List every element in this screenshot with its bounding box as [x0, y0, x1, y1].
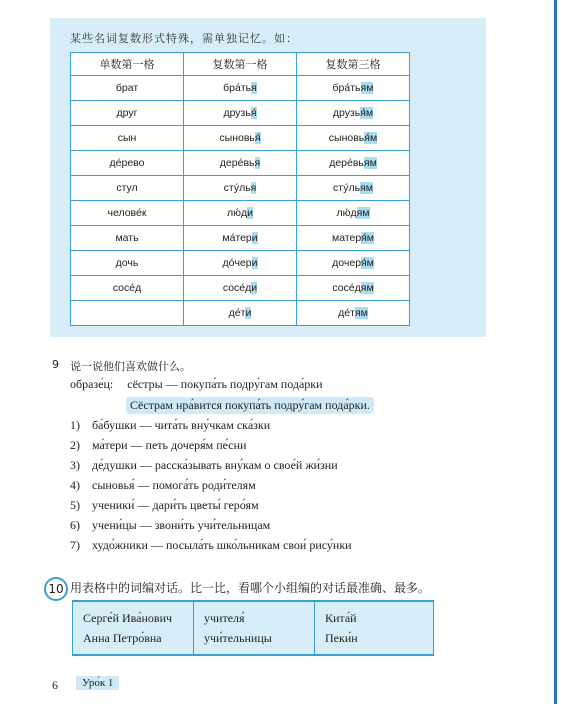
- word-stem: сту́ль: [223, 182, 251, 194]
- word-stem: друзь: [223, 107, 251, 119]
- word-ending: и: [247, 207, 253, 219]
- exercise-10-badge: 10: [44, 577, 68, 601]
- word-stem: сту́ль: [333, 182, 361, 194]
- word-ending: я́: [254, 132, 261, 144]
- word-stem: де́т: [338, 307, 355, 319]
- plural-cell: [184, 151, 297, 176]
- word-stem: матер: [332, 232, 362, 244]
- dative-plural-cell: [297, 151, 410, 176]
- header-nom-sg: 单数第一格: [71, 53, 184, 76]
- exercise-item: [70, 438, 246, 453]
- lesson-label: Уро́к 1: [76, 676, 119, 690]
- plural-cell: [184, 176, 297, 201]
- singular-cell: де́рево: [71, 151, 184, 176]
- noun-plural-table: [70, 52, 410, 326]
- word-ending: и: [251, 232, 258, 244]
- item-text: де́душки — расска́зывать вну́кам о свое́й жи́зни: [92, 458, 338, 472]
- exercise-9-number: 9: [52, 358, 59, 371]
- dative-plural-cell: [297, 101, 410, 126]
- word-stem: сыновь: [328, 132, 365, 144]
- noun-row: [71, 226, 410, 251]
- word-ending: я́м: [361, 232, 374, 244]
- word-stem: дере́вь: [219, 157, 255, 169]
- dative-plural-cell: [297, 201, 410, 226]
- exercise-10-title: 用表格中的词编对话。比一比，看哪个小组编的对话最准确、最多。: [70, 581, 431, 595]
- singular-cell: брат: [71, 76, 184, 101]
- item-number: 5): [70, 498, 80, 512]
- dative-plural-cell: [297, 276, 410, 301]
- places-column: [315, 601, 434, 655]
- item-number: 6): [70, 518, 80, 532]
- place-1: Кита́й: [325, 611, 357, 625]
- example-label: образе́ц:: [70, 377, 114, 391]
- page-edge-rule: [554, 0, 557, 704]
- table-note: 某些名词复数形式特殊，需单独记忆。如：: [70, 32, 298, 45]
- word-ending: я: [251, 82, 257, 94]
- header-dat-pl: 复数第三格: [297, 53, 410, 76]
- noun-row: [71, 151, 410, 176]
- item-text: ба́бушки — чита́ть вну́чкам ска́зки: [92, 418, 271, 432]
- place-2: Пеки́н: [325, 631, 358, 645]
- word-ending: я: [250, 182, 257, 194]
- noun-row: [71, 101, 410, 126]
- word-ending: и: [251, 282, 258, 294]
- word-ending: ям: [356, 207, 370, 219]
- exercise-item: [70, 538, 352, 553]
- word-ending: ям: [360, 282, 374, 294]
- word-ending: я́: [250, 107, 257, 119]
- noun-row: [71, 201, 410, 226]
- example-line: [70, 377, 323, 392]
- word-ending: ям: [360, 82, 374, 94]
- exercise-item: [70, 518, 270, 533]
- singular-cell: мать: [71, 226, 184, 251]
- word-stem: до́чер: [222, 257, 252, 269]
- example-text: сёстры — покупа́ть подру́гам пода́рки: [127, 377, 323, 391]
- noun-row: [71, 276, 410, 301]
- role-1: учителя́: [204, 611, 245, 625]
- exercise-item: [70, 418, 270, 433]
- noun-row: [71, 251, 410, 276]
- name-2: Анна Петро́вна: [83, 631, 162, 645]
- item-number: 2): [70, 438, 80, 452]
- role-2: учи́тельницы: [204, 631, 272, 645]
- names-column: [73, 601, 194, 655]
- exercise-9-title: 说一说他们喜欢做什么。: [70, 360, 191, 373]
- name-1: Серге́й Ива́нович: [83, 611, 173, 625]
- word-ending: я́м: [360, 107, 374, 119]
- singular-cell: друг: [71, 101, 184, 126]
- item-text: ма́тери — петь дочеря́м пе́сни: [92, 438, 247, 452]
- noun-row: [71, 301, 410, 326]
- plural-cell: [184, 301, 297, 326]
- header-nom-pl: 复数第一格: [184, 53, 297, 76]
- noun-row: [71, 76, 410, 101]
- plural-cell: [184, 76, 297, 101]
- dative-plural-cell: [297, 251, 410, 276]
- word-ending: ям: [363, 157, 377, 169]
- word-stem: сосе́д: [332, 282, 361, 294]
- dative-plural-cell: [297, 126, 410, 151]
- singular-cell: сын: [71, 126, 184, 151]
- word-ending: ям: [354, 307, 368, 319]
- word-stem: ма́тер: [222, 232, 252, 244]
- word-ending: я: [254, 157, 261, 169]
- plural-cell: [184, 226, 297, 251]
- word-stem: друзь: [332, 107, 361, 119]
- word-ending: я́м: [364, 132, 378, 144]
- plural-cell: [184, 126, 297, 151]
- word-stem: дочер: [332, 257, 361, 269]
- plural-cell: [184, 201, 297, 226]
- word-ending: и: [245, 307, 252, 319]
- dialogue-word-table: [72, 600, 434, 656]
- noun-row: [71, 176, 410, 201]
- item-number: 3): [70, 458, 80, 472]
- singular-cell: челове́к: [71, 201, 184, 226]
- noun-row: [71, 126, 410, 151]
- word-ending: ям: [360, 182, 373, 194]
- exercise-item: [70, 498, 259, 513]
- item-number: 4): [70, 478, 80, 492]
- plural-cell: [184, 276, 297, 301]
- item-text: худо́жники — посыла́ть шко́льникам свои́ рису́нки: [92, 538, 352, 552]
- word-stem: лю́д: [226, 207, 248, 219]
- exercise-item: [70, 458, 338, 473]
- word-stem: бра́ть: [223, 82, 252, 94]
- word-stem: дере́вь: [329, 157, 364, 169]
- item-number: 7): [70, 538, 80, 552]
- word-ending: и: [251, 257, 258, 269]
- roles-column: [194, 601, 315, 655]
- word-stem: де́т: [228, 307, 246, 319]
- dative-plural-cell: [297, 176, 410, 201]
- item-text: ученики́ — дари́ть цветы́ геро́ям: [92, 498, 259, 512]
- item-text: учени́цы — звони́ть учи́тельницам: [92, 518, 271, 532]
- example-answer: Сёстрам нра́вится покупа́ть подру́гам пода́рки.: [126, 397, 374, 414]
- plural-cell: [184, 251, 297, 276]
- word-ending: я́м: [360, 257, 374, 269]
- word-stem: сосе́д: [222, 282, 252, 294]
- item-text: сыновья́ — помога́ть роди́телям: [92, 478, 256, 492]
- dative-plural-cell: [297, 226, 410, 251]
- exercise-item: [70, 478, 256, 493]
- dative-plural-cell: [297, 76, 410, 101]
- item-number: 1): [70, 418, 80, 432]
- singular-cell: дочь: [71, 251, 184, 276]
- singular-cell: стул: [71, 176, 184, 201]
- word-stem: лю́д: [336, 207, 357, 219]
- dative-plural-cell: [297, 301, 410, 326]
- page-number: 6: [52, 678, 58, 692]
- singular-cell: сосе́д: [71, 276, 184, 301]
- word-stem: сыновь: [219, 132, 255, 144]
- singular-cell: [71, 301, 184, 326]
- plural-cell: [184, 101, 297, 126]
- word-stem: бра́ть: [332, 82, 361, 94]
